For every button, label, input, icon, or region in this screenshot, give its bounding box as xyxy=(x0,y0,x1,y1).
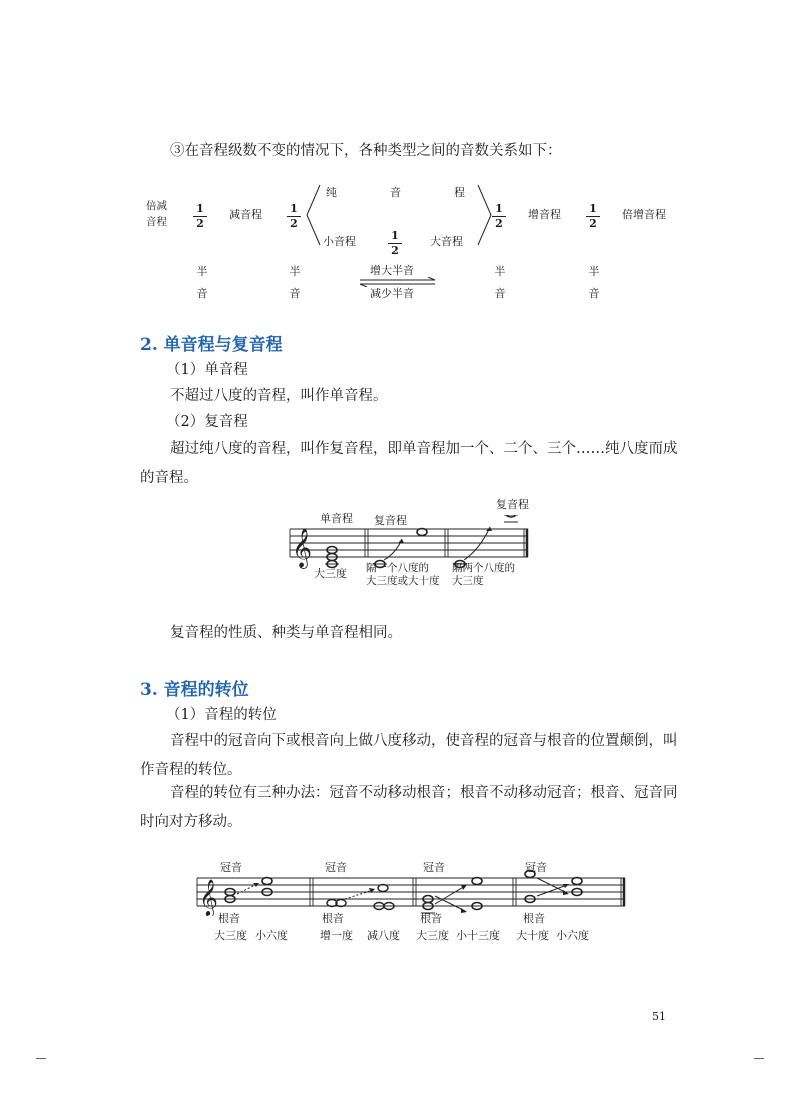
semitone-label-4: 半 音 xyxy=(588,265,600,300)
section-3-p1: 音程中的冠音向下或根音向上做八度移动，使音程的冠音与根音的位置颠倒，叫作音程的转位。 xyxy=(140,733,678,778)
semitone-label-1: 半 音 xyxy=(196,265,208,300)
figure2-interval-3b: 小十三度 xyxy=(456,929,500,942)
label-perfect-1: 纯 xyxy=(326,186,337,199)
label-perfect-2: 音 xyxy=(390,186,401,199)
figure2-interval-2b: 减八度 xyxy=(367,929,400,942)
figure2-interval-1a: 大三度 xyxy=(214,929,247,942)
figure2-root-2: 根音 xyxy=(322,912,344,925)
label-doubly-augmented: 倍增音程 xyxy=(622,208,666,221)
figure2-root-1: 根音 xyxy=(218,912,240,925)
figure2-top-1: 冠音 xyxy=(220,861,242,874)
figure1-label-two-octaves: 隔两个八度的 大三度 xyxy=(452,562,515,587)
label-minor: 小音程 xyxy=(323,235,356,248)
svg-text:𝄞: 𝄞 xyxy=(292,528,313,568)
label-diminished: 减音程 xyxy=(229,208,262,221)
figure2-top-2: 冠音 xyxy=(325,861,347,874)
label-increase-semitone: 增大半音 xyxy=(370,264,414,277)
label-perfect-3: 程 xyxy=(454,186,465,199)
figure2-interval-2a: 增一度 xyxy=(320,929,353,942)
crop-mark-left xyxy=(36,1058,46,1059)
section-2-heading: 2. 单音程与复音程 xyxy=(140,335,283,355)
section-3-heading: 3. 音程的转位 xyxy=(140,680,249,700)
figure2-staff xyxy=(195,866,630,916)
fraction-half-4: 1 2 xyxy=(492,203,506,230)
figure2-root-4: 根音 xyxy=(523,912,545,925)
label-doubly-diminished: 倍减 音程 xyxy=(146,200,167,228)
section-2-sub2: （2）复音程 xyxy=(166,414,248,430)
figure2-interval-3a: 大三度 xyxy=(416,929,449,942)
fraction-half-1: 1 2 xyxy=(193,203,207,230)
figure2-top-4: 冠音 xyxy=(525,861,547,874)
intro-paragraph: ③在音程级数不变的情况下，各种类型之间的音数关系如下： xyxy=(170,143,562,159)
figure1-label-major-third: 大三度 xyxy=(314,567,347,580)
semitone-label-3: 半 音 xyxy=(494,265,506,300)
figure1-label-compound: 复音程 xyxy=(374,514,407,527)
label-augmented: 增音程 xyxy=(528,208,561,221)
label-major: 大音程 xyxy=(430,235,463,248)
fraction-half-5: 1 2 xyxy=(586,203,600,230)
fraction-half-2: 1 2 xyxy=(287,203,301,230)
figure2-top-3: 冠音 xyxy=(423,861,445,874)
figure2-root-3: 根音 xyxy=(420,912,442,925)
bracket-right xyxy=(474,183,494,247)
figure1-label-one-octave: 隔一个八度的 大三度或大十度 xyxy=(366,562,440,587)
figure1-label-simple: 单音程 xyxy=(320,512,353,525)
section-2-sub1: （1）单音程 xyxy=(166,362,248,378)
section-3-sub1: （1）音程的转位 xyxy=(166,707,277,723)
bracket-left xyxy=(304,183,324,247)
figure1-label-compound-top: 复音程 xyxy=(496,498,529,511)
svg-text:𝄞: 𝄞 xyxy=(199,878,218,916)
crop-mark-right xyxy=(754,1058,764,1059)
figure2-interval-4b: 小六度 xyxy=(556,929,589,942)
section-3-p2: 音程的转位有三种办法：冠音不动移动根音；根音不动移动冠音；根音、冠音同时向对方移动。 xyxy=(140,785,678,830)
page-number: 51 xyxy=(652,1010,666,1023)
section-2-p1: 不超过八度的音程，叫作单音程。 xyxy=(170,388,388,404)
fraction-half-3: 1 2 xyxy=(388,230,402,257)
figure2-interval-1b: 小六度 xyxy=(255,929,288,942)
section-2-p2: 超过纯八度的音程，叫作复音程，即单音程加一个、二个、三个……纯八度而成的音程。 xyxy=(140,441,678,486)
section-2-p3: 复音程的性质、种类与单音程相同。 xyxy=(170,625,402,641)
label-decrease-semitone: 减少半音 xyxy=(370,287,414,300)
figure2-interval-4a: 大十度 xyxy=(516,929,549,942)
semitone-label-2: 半 音 xyxy=(289,265,301,300)
